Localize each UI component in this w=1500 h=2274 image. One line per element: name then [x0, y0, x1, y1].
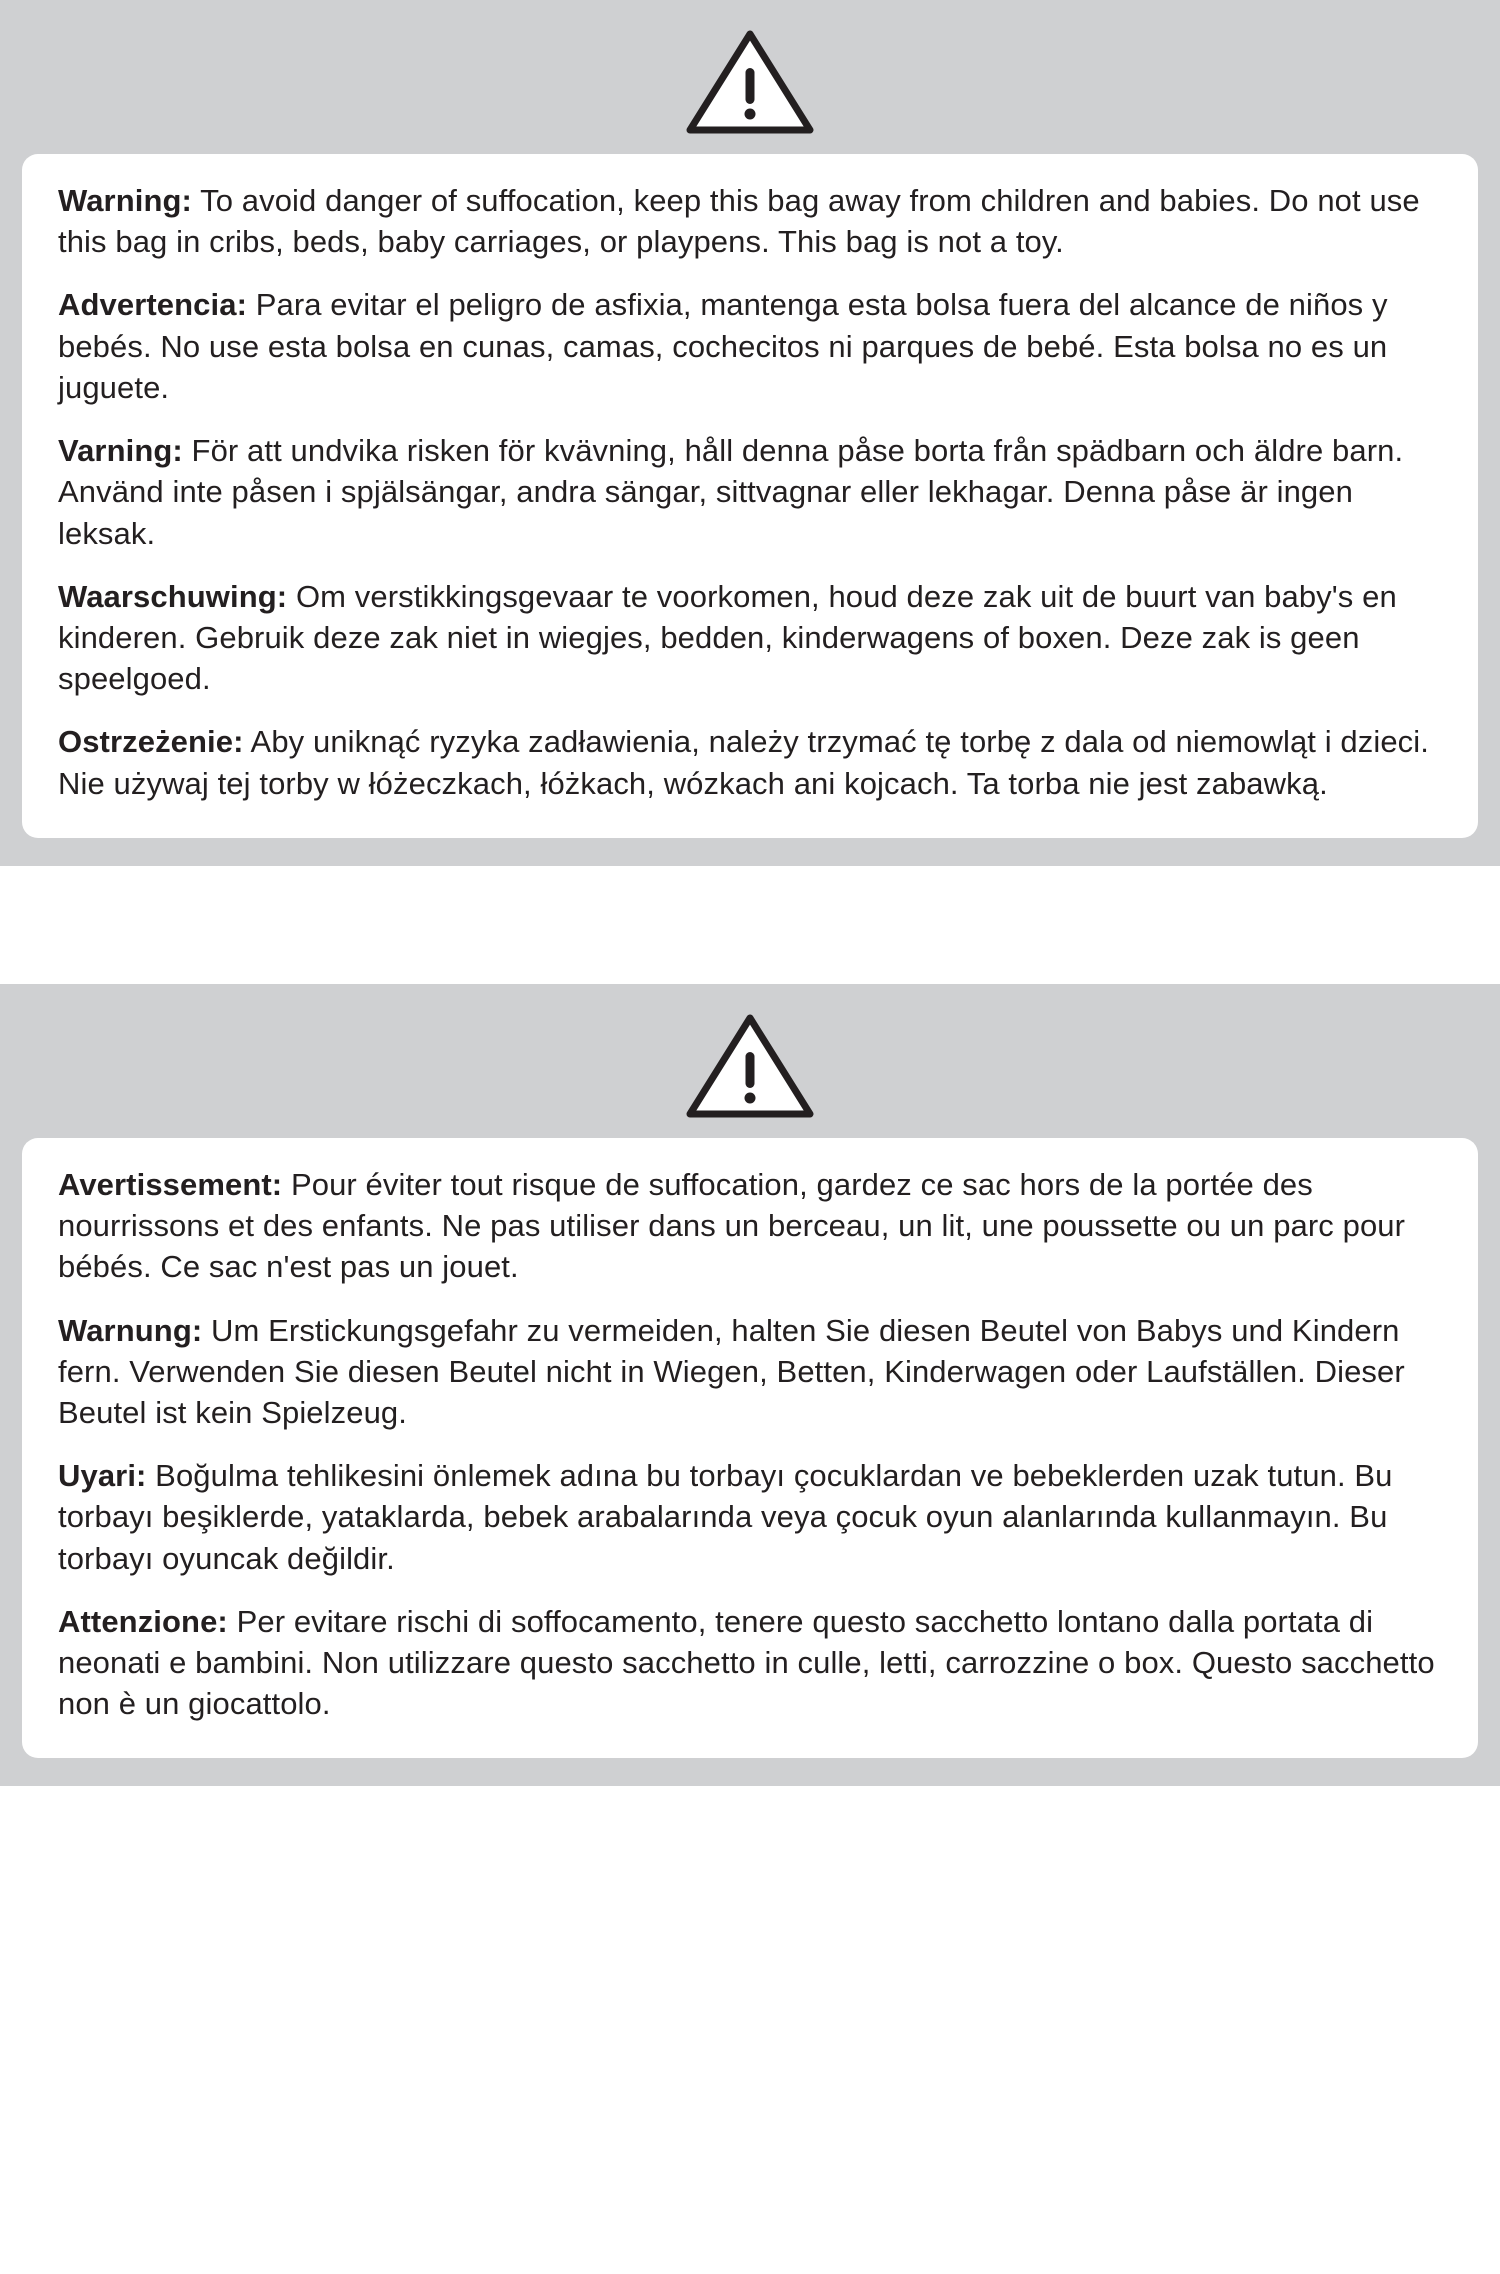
warning-lead: Ostrzeżenie: [58, 724, 244, 760]
warning-body: Para evitar el peligro de asfixia, mantenga esta bolsa fuera del alcance de niños y bebés. No use esta bolsa en cunas, camas, cochecitos ni parques de bebé. Esta bolsa no es un juguete. [58, 287, 1388, 405]
warning-triangle-icon-wrap-2 [22, 1002, 1478, 1138]
warning-paragraph [58, 1310, 1442, 1434]
warning-card-1 [22, 154, 1478, 838]
warning-panel-1 [0, 0, 1500, 866]
warning-panel-2 [0, 984, 1500, 1787]
warning-body: Pour éviter tout risque de suffocation, gardez ce sac hors de la portée des nourrissons et des enfants. Ne pas utiliser dans un berceau, un lit, une poussette ou un parc pour bébés. Ce sac n'est pas un jouet. [58, 1166, 1406, 1285]
warning-paragraph [58, 180, 1442, 262]
warning-paragraph [58, 284, 1442, 408]
warning-body: Um Erstickungsgefahr zu vermeiden, halten Sie diesen Beutel von Babys und Kindern fern. Verwenden Sie diesen Beutel nicht in Wiegen, Betten, Kinderwagen oder Laufställen. Dieser Beutel ist kein Spielzeug. [58, 1312, 1405, 1430]
warning-lead: Waarschuwing: [58, 578, 288, 614]
warning-triangle-icon-wrap-1 [22, 18, 1478, 154]
warning-lead: Uyari: [58, 1458, 147, 1494]
warning-triangle-icon [684, 26, 816, 138]
warning-body: Om verstikkingsgevaar te voorkomen, houd deze zak uit de buurt van baby's en kinderen. Gebruik deze zak niet in wiegjes, bedden, kinderwagens of boxen. Deze zak is geen speelgoed. [58, 578, 1397, 697]
warning-body: To avoid danger of suffocation, keep this bag away from children and babies. Do not use this bag in cribs, beds, baby carriages, or playpens. This bag is not a toy. [58, 183, 1420, 260]
warning-body: Boğulma tehlikesini önlemek adına bu torbayı çocuklardan ve bebeklerden uzak tutun. Bu torbayı beşiklerde, yataklarda, bebek arabalarında veya çocuk oyun alanlarında kullanmayın. Bu torbayı oyuncak değildir. [58, 1458, 1393, 1576]
warning-card-2 [22, 1138, 1478, 1759]
warning-paragraph [58, 1601, 1442, 1725]
warning-body: För att undvika risken för kvävning, håll denna påse borta från spädbarn och äldre barn. Använd inte påsen i spjälsängar, andra sängar, sittvagnar eller lekhagar. Denna påse är ingen leksak. [58, 433, 1404, 551]
warning-body: Aby uniknąć ryzyka zadławienia, należy trzymać tę torbę z dala od niemowląt i dzieci. Nie używaj tej torby w łóżeczkach, łóżkach, wózkach ani kojcach. Ta torba nie jest zabawką. [58, 724, 1429, 801]
warning-lead: Warnung: [58, 1312, 203, 1348]
warning-body: Per evitare rischi di soffocamento, tenere questo sacchetto lontano dalla portata di neonati e bambini. Non utilizzare questo sacchetto in culle, letti, carrozzine o box. Questo sacchetto non è un giocattolo. [58, 1603, 1435, 1722]
warning-paragraph [58, 576, 1442, 700]
warning-lead: Warning: [58, 183, 192, 218]
warning-lead: Attenzione: [58, 1603, 228, 1639]
warning-paragraph [58, 1455, 1442, 1579]
warning-lead: Varning: [58, 433, 183, 469]
warning-lead: Avertissement: [58, 1166, 283, 1202]
warning-paragraph [58, 1164, 1442, 1288]
warning-paragraph [58, 430, 1442, 554]
warning-paragraph [58, 721, 1442, 803]
warning-triangle-icon [684, 1010, 816, 1122]
warning-lead: Advertencia: [58, 287, 247, 323]
